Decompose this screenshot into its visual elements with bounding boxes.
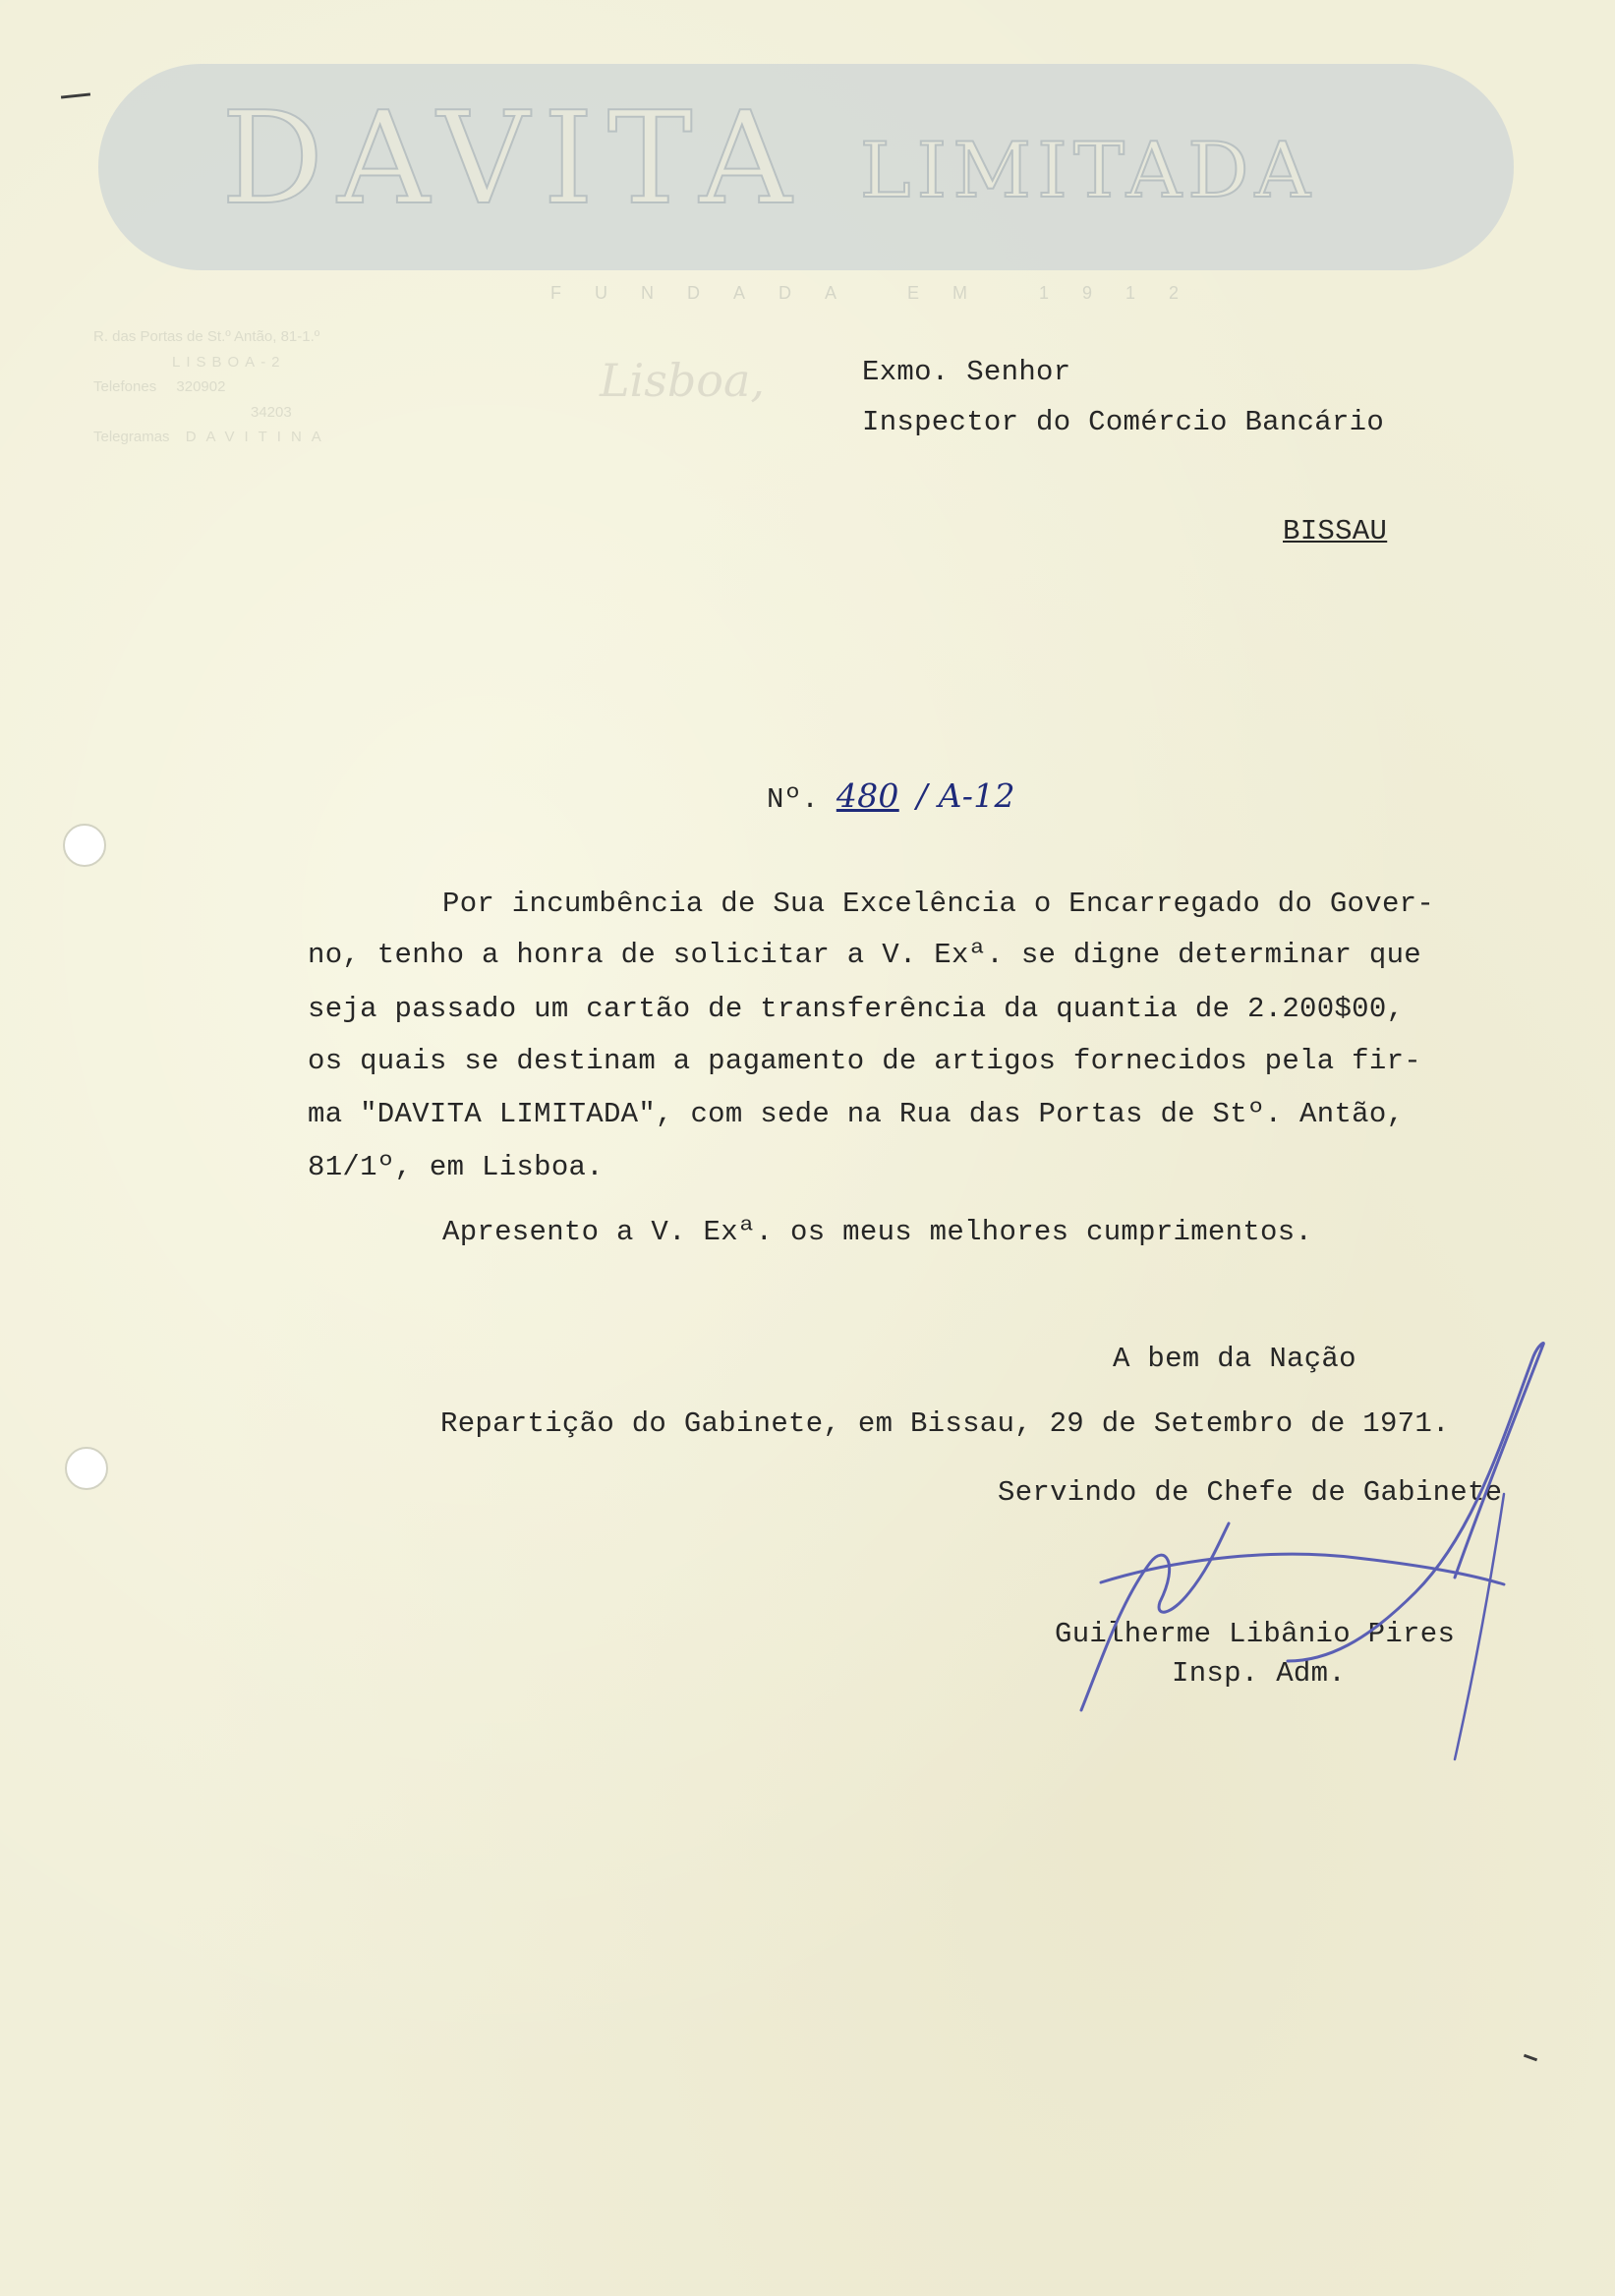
reference-handwritten-number: 480 [836, 776, 899, 815]
letterhead-telegram-address: DAVITINA [185, 429, 331, 445]
closing-line: Apresento a V. Exª. os meus melhores cumprimentos. [442, 1216, 1313, 1248]
recipient-title: Inspector do Comércio Bancário [862, 406, 1385, 438]
body-line-6: 81/1º, em Lisboa. [308, 1151, 604, 1183]
letterhead-company-name [221, 84, 1316, 233]
letterhead-place: Lisboa, [600, 354, 766, 407]
motto: A bem da Nação [1113, 1343, 1356, 1375]
place-and-date: Repartição do Gabinete, em Bissau, 29 de Setembro de 1971. [440, 1407, 1450, 1440]
body-line-5: ma "DAVITA LIMITADA", com sede na Rua das Portas de Stº. Antão, [308, 1098, 1405, 1130]
signature-stroke-1 [1081, 1523, 1229, 1710]
letterhead-contact-block [93, 324, 418, 450]
punch-hole-bottom [65, 1447, 108, 1490]
letterhead-company-main: DAVITA [221, 84, 806, 233]
reference-handwritten-suffix: / A-12 [916, 776, 1015, 815]
body-line-2: no, tenho a honra de solicitar a V. Exª. se digne determinar que [308, 939, 1421, 971]
letterhead-phone-2: 34203 [251, 403, 292, 421]
punch-hole-top [63, 824, 106, 867]
recipient-city: BISSAU [1283, 515, 1388, 547]
signature-stroke-3 [1288, 1344, 1543, 1662]
recipient-salutation: Exmo. Senhor [862, 356, 1071, 388]
signatory-name: Guilherme Libânio Pires [1055, 1618, 1456, 1650]
letterhead-company-suffix: LIMITADA [859, 127, 1316, 215]
letterhead-telegram [93, 425, 418, 450]
body-line-3: seja passado um cartão de transferência da quantia de 2.200$00, [308, 993, 1405, 1025]
letterhead-founded: FUNDADA EM 1912 [550, 283, 1213, 303]
body-line-4: os quais se destinam a pagamento de artigos fornecidos pela fir- [308, 1045, 1421, 1077]
body-line-1: Por incumbência de Sua Excelência o Encarregado do Gover- [442, 888, 1435, 920]
ink-mark [61, 92, 90, 98]
signatory-position: Insp. Adm. [1172, 1657, 1347, 1690]
reference-number [767, 776, 1015, 816]
signatory-role: Servindo de Chefe de Gabinete [998, 1476, 1503, 1509]
letterhead-telegram-label: Telegramas [93, 429, 170, 445]
letterhead-city: LISBOA-2 [172, 353, 286, 371]
signature-stroke-4 [1455, 1494, 1504, 1759]
letterhead-phones-label: Telefones [93, 378, 157, 395]
letterhead-address: R. das Portas de St.º Antão, 81-1.º [93, 328, 320, 345]
letterhead-phone-1: 320902 [176, 378, 226, 395]
letterhead-phones [93, 374, 418, 400]
ink-mark [1524, 2054, 1537, 2062]
handwritten-signature [1042, 1337, 1573, 1769]
reference-prefix: Nº. [767, 783, 820, 816]
